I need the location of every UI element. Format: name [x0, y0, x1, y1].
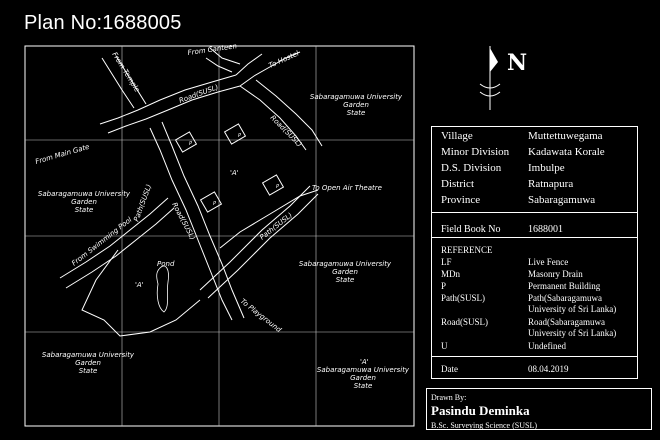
garden-br-line2: Garden [350, 374, 376, 382]
ref-desc: Road(Sabaragamuwa [528, 317, 605, 327]
building-p-1: P [189, 141, 193, 147]
ds-division-value: Imbulpe [528, 162, 565, 174]
garden-ml-line2: Garden [71, 198, 97, 206]
garden-mr-line3: State [335, 276, 355, 284]
garden-br-line3: State [353, 382, 373, 390]
province-value: Sabaragamuwa [528, 194, 596, 206]
garden-tr-line1: Sabaragamuwa University [309, 93, 403, 101]
minor-division-label: Minor Division [441, 146, 510, 158]
label-to-hostel: To Hostel [267, 49, 301, 70]
label-from-main-gate: From Main Gate [34, 142, 91, 166]
divider [432, 212, 637, 213]
village-label: Village [441, 130, 473, 142]
info-table [431, 126, 638, 379]
label-to-open-air-theatre: To Open Air Theatre [312, 184, 382, 192]
building-p-4: P [276, 184, 280, 190]
ref-desc: Masonry Drain [528, 269, 583, 279]
district-value: Ratnapura [528, 178, 574, 190]
garden-ml-line3: State [74, 206, 94, 214]
ref-desc: Path(Sabaragamuwa [528, 293, 602, 303]
drawn-by-label: Drawn By: [431, 393, 467, 402]
buildings [176, 124, 284, 212]
garden-ml-line1: Sabaragamuwa University [37, 190, 131, 198]
label-from-swimming-pool: From Swimming Pool [70, 215, 134, 268]
date-value: 08.04.2019 [528, 364, 569, 374]
garden-tr-line2: Garden [343, 101, 369, 109]
garden-bl-line1: Sabaragamuwa University [41, 351, 135, 359]
field-book-value: 1688001 [528, 224, 563, 235]
minor-division-value: Kadawata Korale [528, 146, 605, 158]
building-p-2: P [238, 133, 242, 139]
label-road-susl-mid: Road(SUSL) [170, 201, 197, 242]
field-book-label: Field Book No [441, 224, 501, 235]
village-value: Muttettuwegama [528, 130, 603, 142]
ref-code: U [441, 341, 448, 351]
garden-mr-line1: Sabaragamuwa University [298, 260, 392, 268]
plan-title: Plan No:1688005 [24, 12, 182, 34]
district-label: District [441, 178, 474, 190]
divider [432, 356, 637, 357]
garden-bl-line3: State [78, 367, 98, 375]
label-from-canteen: From Canteen [187, 42, 238, 57]
date-label: Date [441, 364, 458, 374]
ref-code: LF [441, 257, 452, 267]
label-a-left: 'A' [135, 281, 144, 289]
drawn-by-name: Pasindu Deminka [431, 403, 530, 418]
divider [432, 237, 637, 238]
ref-code: Path(SUSL) [441, 293, 486, 303]
reference-heading: REFERENCE [441, 245, 493, 255]
label-a-center: 'A' [230, 169, 239, 177]
north-label: N [507, 50, 528, 76]
ref-desc: Permanent Building [528, 281, 601, 291]
label-path-susl-right: Path(SUSL) [258, 211, 295, 242]
ref-desc: Live Fence [528, 257, 569, 267]
label-road-susl-top: Road(SUSL) [177, 83, 220, 105]
label-road-susl-right: Road(SUSL) [268, 113, 304, 149]
garden-br-line1: Sabaragamuwa University [316, 366, 410, 374]
drawn-by-qualification: B.Sc. Surveying Science (SUSL) [431, 421, 537, 430]
building-p-3: P [213, 201, 217, 207]
ref-desc: University of Sri Lanka) [528, 328, 617, 338]
label-from-temple: From Temple [110, 50, 142, 94]
ds-division-label: D.S. Division [441, 162, 502, 174]
label-a-bottom: 'A' [360, 358, 369, 366]
drawn-by [431, 393, 537, 430]
label-to-playground: To Playground [238, 297, 283, 335]
label-path-susl-left: Path(SUSL) [132, 183, 154, 223]
pond [157, 266, 169, 312]
ref-code: Road(SUSL) [441, 317, 488, 327]
label-pond: Pond [157, 260, 175, 268]
province-label: Province [441, 194, 481, 206]
ref-code: MDn [441, 269, 461, 279]
garden-tr-line3: State [346, 109, 366, 117]
ref-code: P [441, 281, 447, 291]
ref-desc: University of Sri Lanka) [528, 304, 617, 314]
garden-mr-line2: Garden [332, 268, 358, 276]
garden-bl-line2: Garden [75, 359, 101, 367]
ref-desc: Undefined [528, 341, 566, 351]
north-arrow-icon [480, 46, 500, 110]
